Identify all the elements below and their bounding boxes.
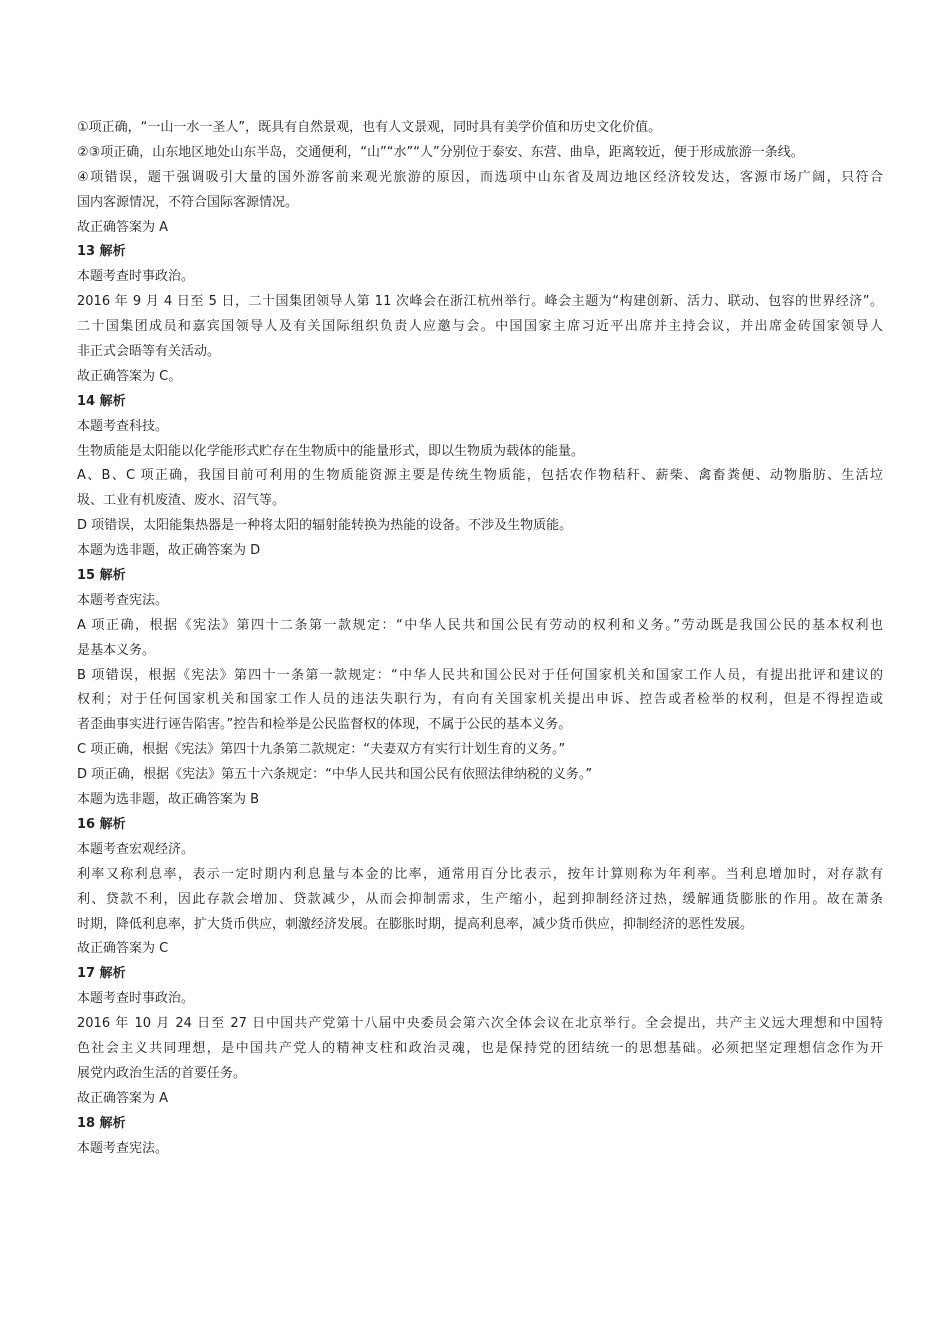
text-line: B 项错误，根据《宪法》第四十一条第一款规定：“中华人民共和国公民对于任何国家机关和国家工作人员，有提出批评和建议的 xyxy=(77,667,883,683)
text-line: 圾、工业有机废渣、废水、沼气等。 xyxy=(77,493,286,509)
text-line: 故正确答案为 C。 xyxy=(77,368,182,384)
text-line: ②③项正确，山东地区地处山东半岛，交通便利，“山”“水”“人”分别位于泰安、东营、曲阜，距离较近，便于形成旅游一条线。 xyxy=(77,144,804,160)
text-line: 本题考查宪法。 xyxy=(77,1140,169,1156)
text-line: 故正确答案为 C xyxy=(77,941,169,957)
section-heading: 15 解析 xyxy=(77,568,126,584)
text-line: 利、贷款不利，因此存款会增加、贷款减少，从而会抑制需求，生产缩小，起到抑制经济过热，缓解通货膨胀的作用。故在萧条 xyxy=(77,891,883,907)
text-line: ①项正确，“一山一水一圣人”，既具有自然景观，也有人文景观，同时具有美学价值和历史文化价值。 xyxy=(77,120,662,135)
text-line: 故正确答案为 A xyxy=(77,219,169,235)
text-line: 权利；对于任何国家机关和国家工作人员的违法失职行为，有向有关国家机关提出申诉、控告或者检举的权利，但是不得捏造或 xyxy=(77,692,883,708)
text-line: 非正式会晤等有关活动。 xyxy=(77,344,221,360)
text-line: 是基本义务。 xyxy=(77,642,156,658)
text-line: A 项正确，根据《宪法》第四十二条第一款规定：“中华人民共和国公民有劳动的权利和义务。”劳动既是我国公民的基本权利也 xyxy=(77,617,883,633)
section-heading: 17 解析 xyxy=(77,966,126,982)
text-line: 本题考查科技。 xyxy=(77,418,169,434)
text-line: 利率又称利息率，表示一定时期内利息量与本金的比率，通常用百分比表示，按年计算则称为年利率。当利息增加时，对存款有 xyxy=(77,866,883,882)
text-line: 2016 年 9 月 4 日至 5 日，二十国集团领导人第 11 次峰会在浙江杭州举行。峰会主题为“构建创新、活力、联动、包容的世界经济”。 xyxy=(77,294,883,310)
text-line: 本题考查时事政治。 xyxy=(77,269,195,285)
text-line: 本题为选非题，故正确答案为 D xyxy=(77,543,261,559)
text-line: 本题为选非题，故正确答案为 B xyxy=(77,792,260,808)
text-line: 二十国集团成员和嘉宾国领导人及有关国际组织负责人应邀与会。中国国家主席习近平出席并主持会议，并出席金砖国家领导人 xyxy=(77,319,883,335)
text-line: 2016 年 10 月 24 日至 27 日中国共产党第十八届中央委员会第六次全体会议在北京举行。全会提出，共产主义远大理想和中国特 xyxy=(77,1016,883,1032)
text-line: 色社会主义共同理想，是中国共产党人的精神支柱和政治灵魂，也是保持党的团结统一的思想基础。必须把坚定理想信念作为开 xyxy=(77,1040,883,1056)
section-heading: 16 解析 xyxy=(77,816,126,832)
text-line: 展党内政治生活的首要任务。 xyxy=(77,1065,247,1081)
text-line: A、B、C 项正确，我国目前可利用的生物质能资源主要是传统生物质能，包括农作物秸秆、薪柴、禽畜粪便、动物脂肪、生活垃 xyxy=(77,468,883,484)
text-line: 故正确答案为 A xyxy=(77,1090,169,1106)
text-line: ④项错误，题干强调吸引大量的国外游客前来观光旅游的原因，而选项中山东省及周边地区经济较发达，客源市场广阔，只符合 xyxy=(77,169,883,185)
text-line: 时期，降低利息率，扩大货币供应，刺激经济发展。在膨胀时期，提高利息率，减少货币供应，抑制经济的恶性发展。 xyxy=(77,916,754,932)
document-page xyxy=(77,116,883,1161)
text-line: 生物质能是太阳能以化学能形式贮存在生物质中的能量形式，即以生物质为载体的能量。 xyxy=(77,443,585,459)
text-line: 者歪曲事实进行诬告陷害。”控告和检举是公民监督权的体现，不属于公民的基本义务。 xyxy=(77,717,572,733)
section-heading: 18 解析 xyxy=(77,1115,126,1131)
section-heading: 14 解析 xyxy=(77,393,126,409)
text-line: 国内客源情况，不符合国际客源情况。 xyxy=(77,194,299,210)
text-line: 本题考查宪法。 xyxy=(77,592,169,608)
text-line: 本题考查宏观经济。 xyxy=(77,841,195,857)
text-line: D 项错误，太阳能集热器是一种将太阳的辐射能转换为热能的设备。不涉及生物质能。 xyxy=(77,518,573,534)
text-line: 本题考查时事政治。 xyxy=(77,991,195,1007)
text-line: C 项正确，根据《宪法》第四十九条第二款规定：“夫妻双方有实行计划生育的义务。” xyxy=(77,742,566,758)
section-heading: 13 解析 xyxy=(77,244,126,260)
text-line: D 项正确，根据《宪法》第五十六条规定：“中华人民共和国公民有依照法律纳税的义务。” xyxy=(77,767,593,783)
